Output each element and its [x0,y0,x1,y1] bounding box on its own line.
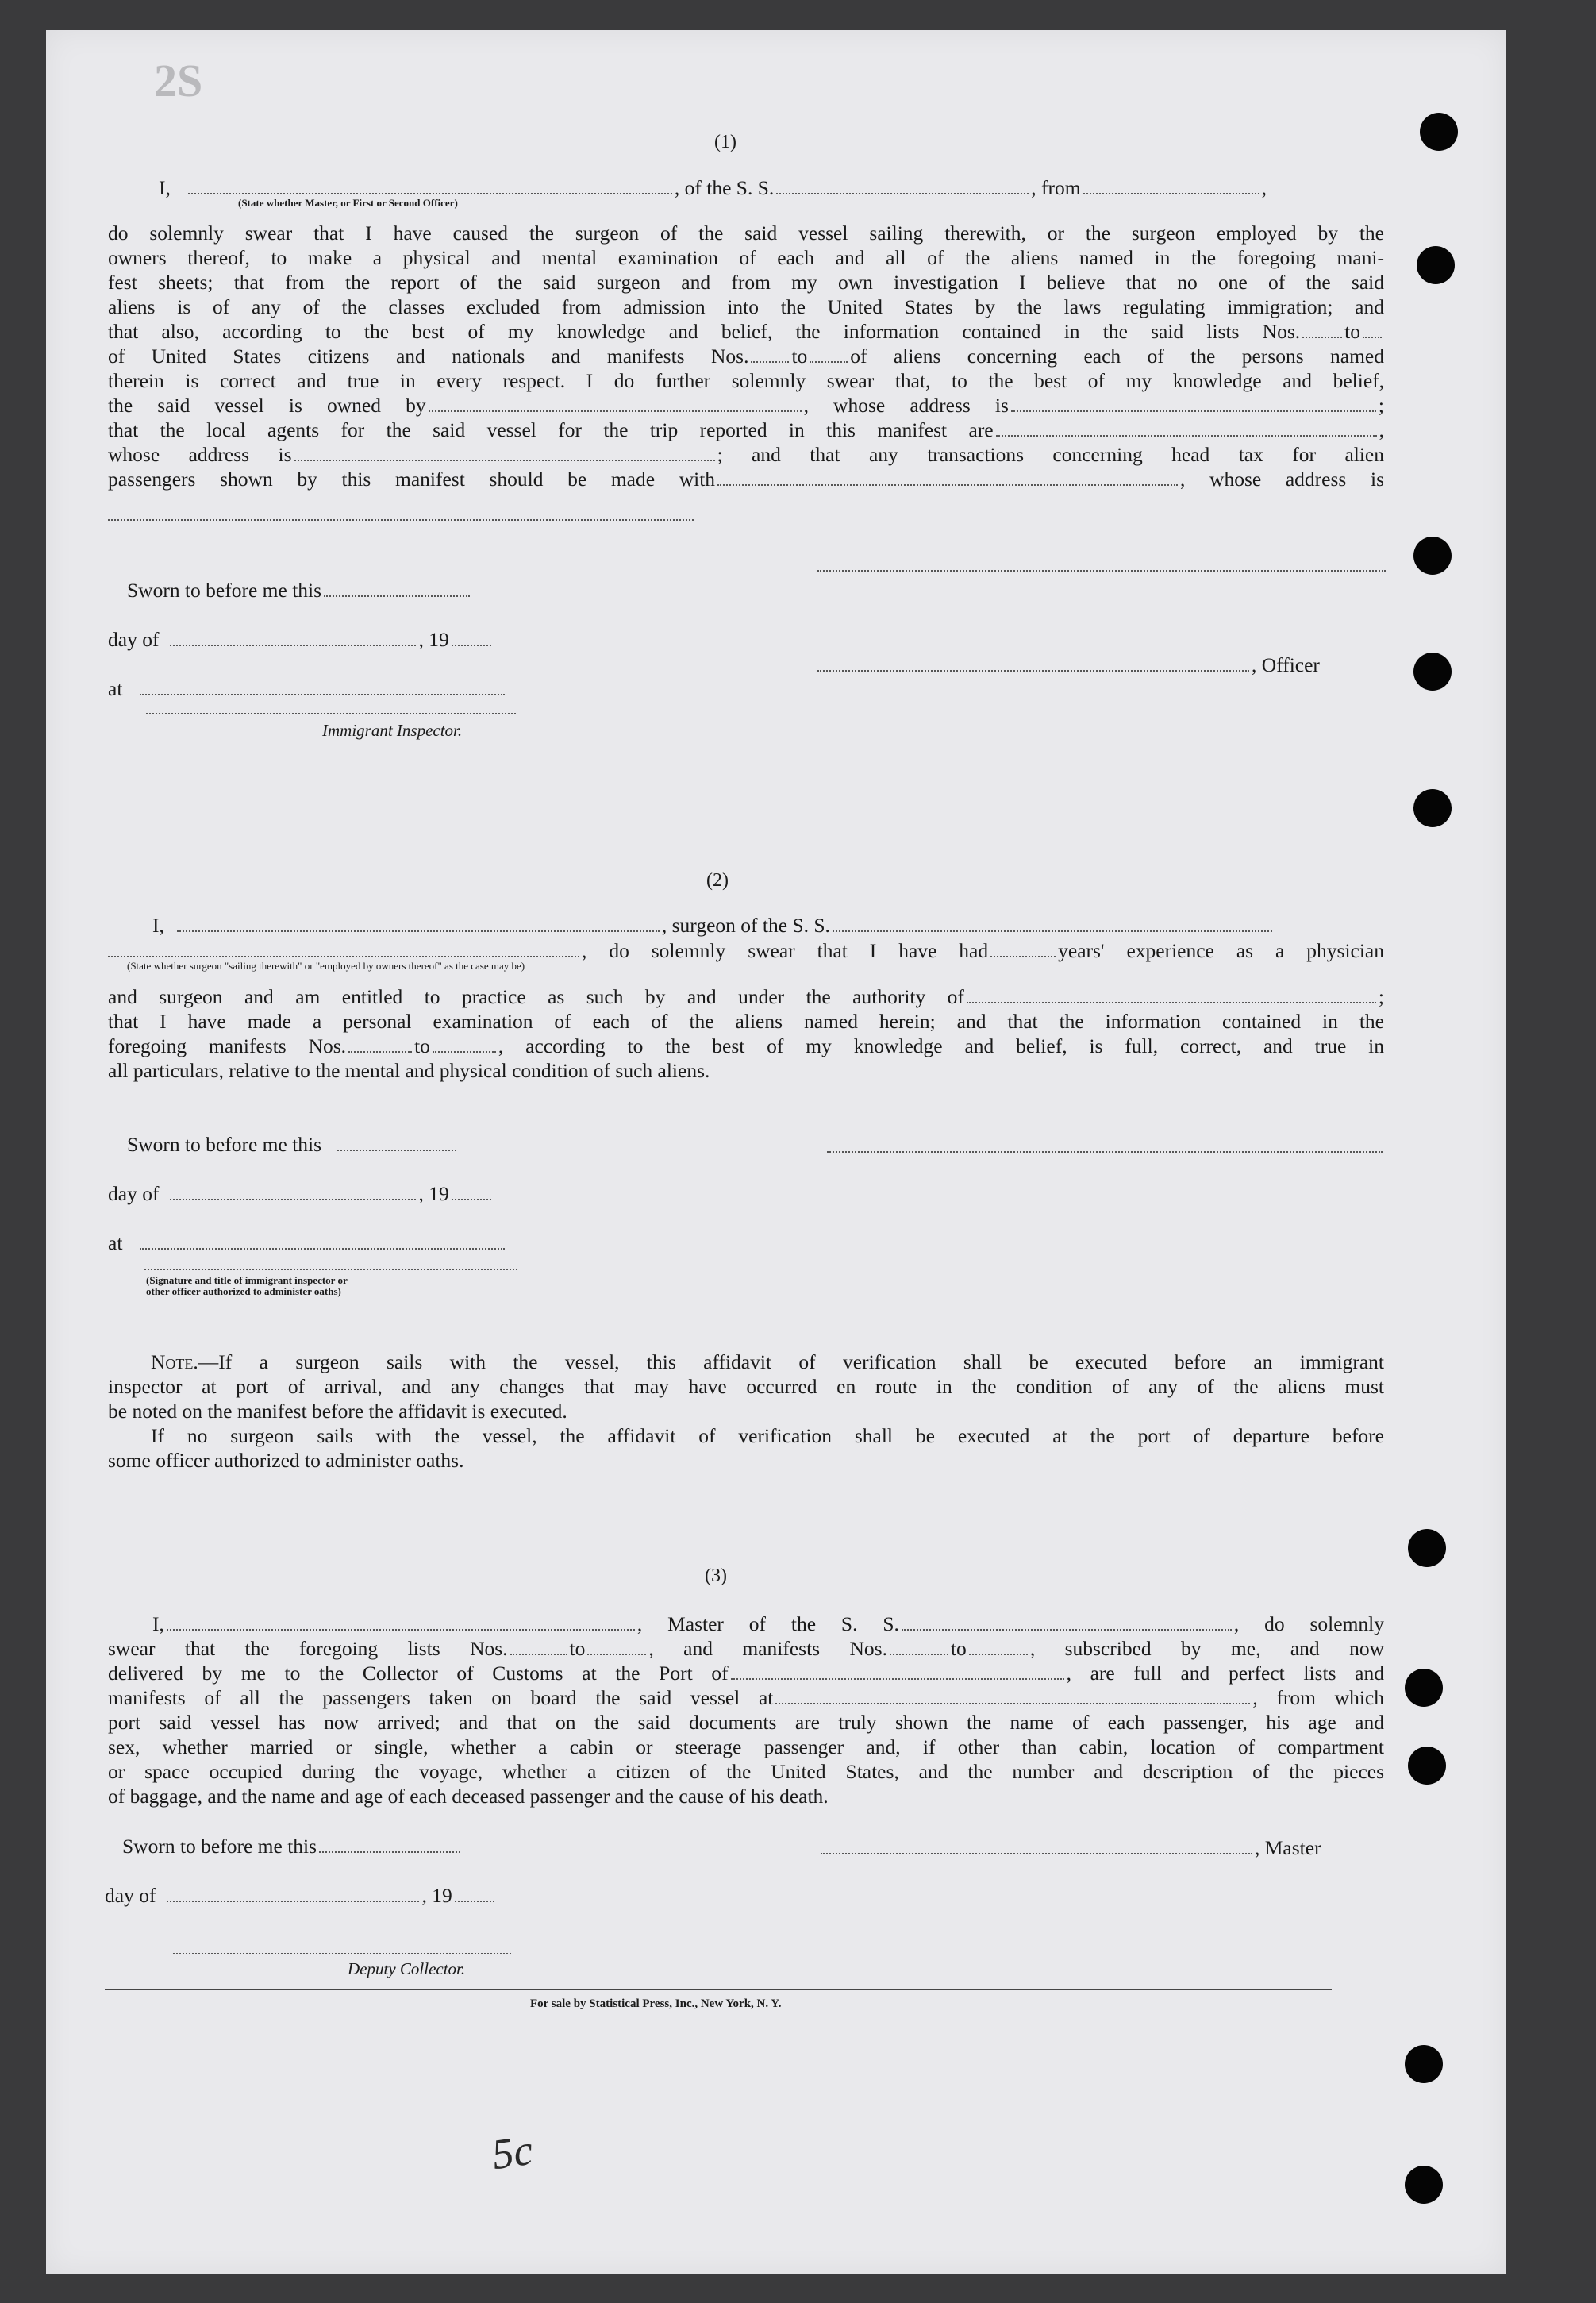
inspector-title: Immigrant Inspector. [322,721,463,740]
punch-hole [1413,653,1452,691]
oath-body: do solemnly swear that I have caused the surgeon of the said vessel sailing therewith, or the surgeon employed by the owners thereof, to make a physical and mental examination of each and all of the aliens named in the foregoing mani- fest sheets; that from the report of the said surgeon and from my own investigation I believe that no one of the said aliens is of any of the classes excluded from admission into the United States by the laws regulating immigration; and that also, according to the best of my knowledge and belief, the information contained in the said lists Nos. to of United States citizens and nationals and manifests Nos. to of aliens concerning each of the persons named therein is correct and true in every respect. I do further solemnly swear that, to the best of my knowledge and belief, the said vessel is owned by , whose address is ; that the local agents for the said vessel for the trip reported in this manifest are , whose address is ; and that any transactions concerning head tax for alien passengers shown by this manifest should be made with , whose address is [108,221,1385,491]
day-line: day of , 19 [108,1181,494,1206]
punch-hole [1417,246,1455,284]
master-line: , Master [821,1835,1321,1860]
section-number: (1) [714,132,736,152]
at-line: at [108,1230,507,1255]
day-line: day of , 19 [108,627,494,652]
address-line [108,519,694,521]
collector-title: Deputy Collector. [348,1959,466,1978]
surgeon-body: and surgeon and am entitled to practice as such by and under the authority of ; that I have made a personal examination of each of the aliens named herein; and that the information contained in the foregoing manifests Nos. to , according to the best of my knowledge and belief, is full, correct, and true in all particulars, relative to the mental and physical condition of such aliens. [108,985,1384,1082]
sworn-line: Sworn to before me this [127,1132,459,1157]
punch-hole [1405,2166,1443,2204]
form-page [46,30,1506,2274]
note-block: Note.—If a surgeon sails with the vessel, this affidavit of verification shall be executed before an immigrant inspector at port of arrival, and any changes that may have occurred en route in the condition of any of the aliens must be noted on the manifest before the affidavit is executed. If no surgeon sails with the vessel, the affidavit of verification shall be executed at the port of departure before some officer authorized to administer oaths. [108,1350,1384,1472]
section-number: (2) [706,870,729,891]
officer-caption: (State whether Master, or First or Second Officer) [238,197,458,209]
handwritten-mark: 5c [489,2125,536,2179]
punch-hole [1420,113,1458,151]
punch-hole [1408,1747,1446,1785]
section-number: (3) [705,1566,727,1586]
surgeon-line: I, , surgeon of the S. S. [152,913,1383,938]
sworn-line: Sworn to before me this [127,578,472,603]
surgeon-caption: (State whether surgeon "sailing therewith" or "employed by owners thereof" as the case may be) [127,960,525,972]
punch-hole [1405,1669,1443,1707]
officer-signature-line [817,570,1386,572]
signature-caption: (Signature and title of immigrant inspector or other officer authorized to administer oaths) [146,1274,348,1297]
punch-hole [1413,789,1452,827]
footer-rule [105,1989,1332,1990]
punch-hole [1413,537,1452,575]
collector-signature-line [173,1953,511,1954]
experience-line: , do solemnly swear that I have had years' experience as a physician [108,938,1384,963]
officer-line: , Officer [817,653,1320,677]
punch-hole [1405,2045,1443,2083]
at-line: at [108,676,507,701]
oath-line: I, , of the S. S. , from , [159,176,1267,199]
punch-hole [1408,1529,1446,1567]
surgeon-signature-line [827,1151,1383,1153]
officer-signature-line [144,1269,517,1270]
printer-credit: For sale by Statistical Press, Inc., New York, N. Y. [530,1997,782,2010]
master-oath: I, , Master of the S. S. , do solemnly swear that the foregoing lists Nos. to , and manifests Nos. to , subscribed by me, and now delivered by me to the Collector of Customs at the Port of , are full and perfect lists and manifests of all the passengers taken on board the said vessel at , from which port said vessel has now arrived; and that on the said documents are truly shown the name of each passenger, his age and sex, whether married or single, whether a cabin or steerage passenger and, if other than cabin, location of compartment or space occupied during the voyage, whether a citizen of the United States, and the number and description of the pieces of baggage, and the name and age of each deceased passenger and the cause of his death. [108,1612,1384,1808]
sworn-line: Sworn to before me this [122,1834,463,1858]
inspector-signature-line [146,713,516,714]
day-line: day of , 19 [105,1883,497,1908]
page-stamp: 2S [154,55,203,106]
